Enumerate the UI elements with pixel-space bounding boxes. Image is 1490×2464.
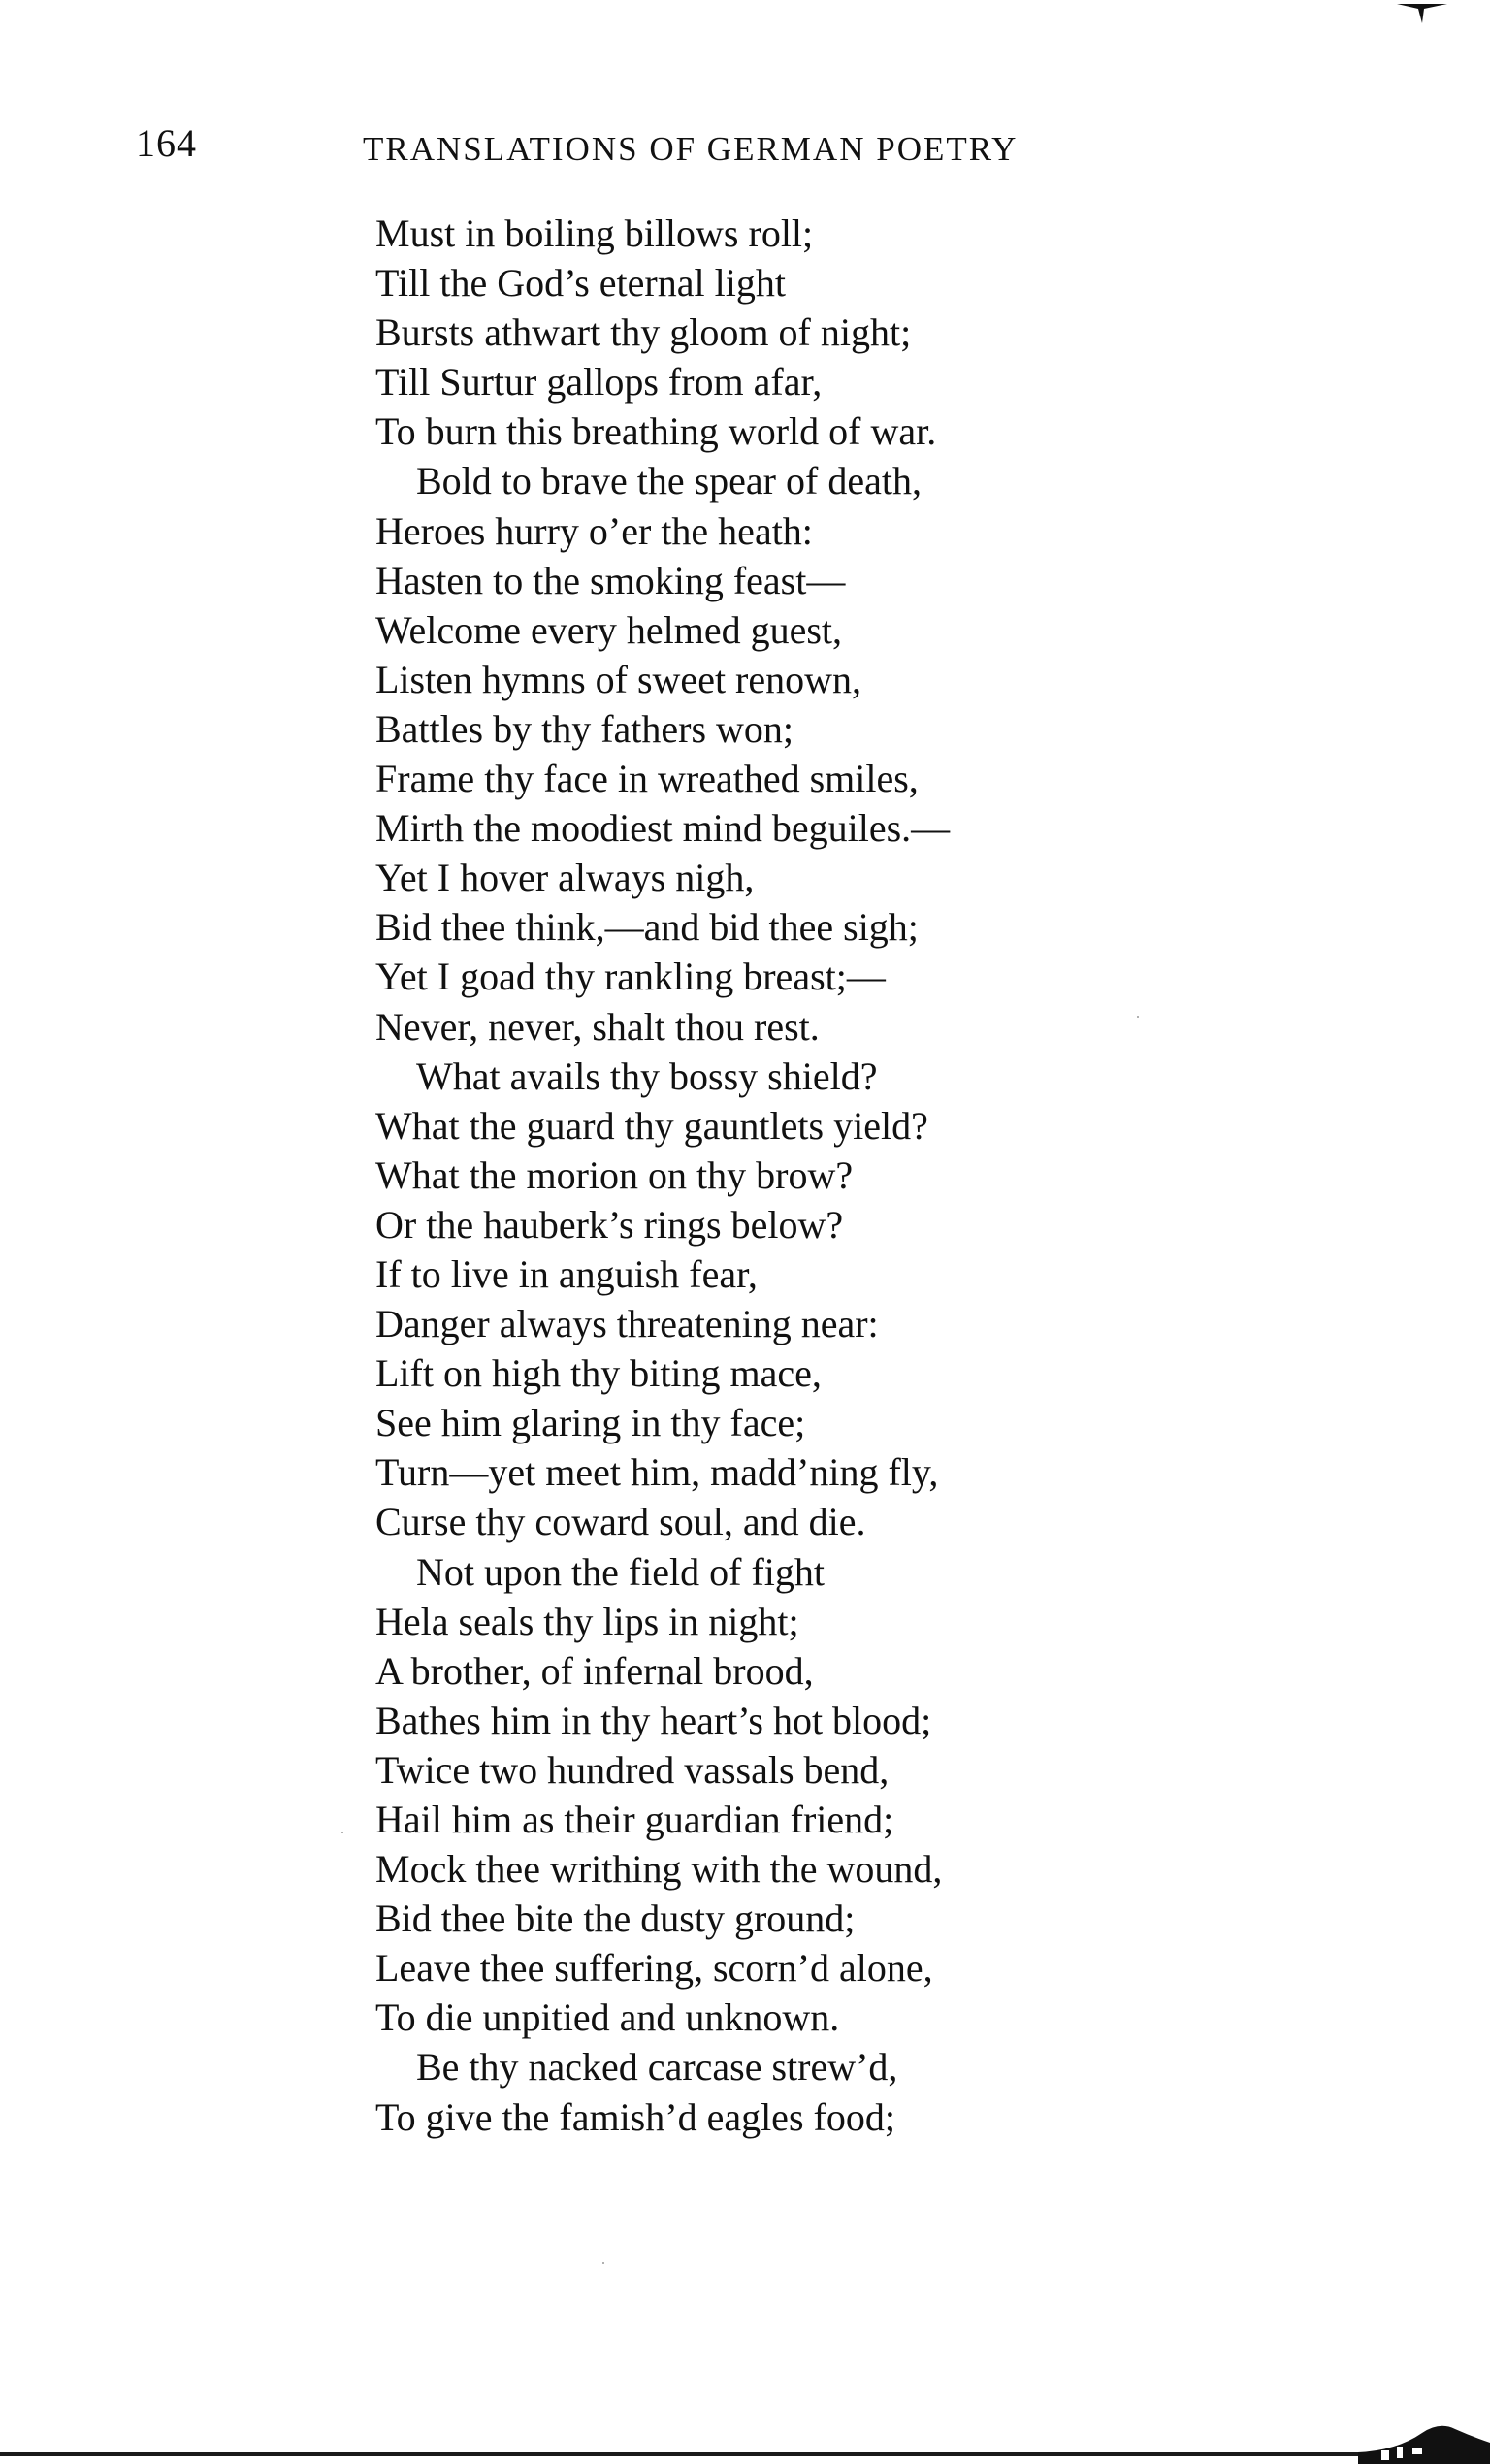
paper-speck (1137, 1016, 1139, 1018)
poem-line: Till Surtur gallops from afar, (375, 360, 823, 405)
poem-line: What the guard thy gauntlets yield? (375, 1103, 928, 1148)
poem-line: Bathes him in thy heart’s hot blood; (375, 1698, 932, 1742)
poem-line: Curse thy coward soul, and die. (375, 1500, 866, 1544)
poem-line: Bursts athwart thy gloom of night; (375, 310, 912, 355)
poem-line: Bid thee bite the dusty ground; (375, 1897, 856, 1941)
poem-line: Battles by thy fathers won; (375, 706, 794, 751)
poem-line: Yet I hover always nigh, (375, 856, 755, 900)
poem-line: To burn this breathing world of war. (375, 409, 937, 454)
poem-line-stanza-start: Bold to brave the spear of death, (416, 459, 922, 503)
poem-line: Hail him as their guardian friend; (375, 1798, 894, 1841)
poem-line: Till the God’s eternal light (375, 261, 786, 306)
poem-line: Must in boiling billows roll; (375, 211, 814, 255)
poem-line: Never, never, shalt thou rest. (375, 1004, 820, 1049)
poem-line: Mirth the moodiest mind beguiles.— (375, 806, 951, 851)
corner-arrow-mark (1395, 0, 1449, 25)
poem-line: Welcome every helmed guest, (375, 607, 843, 652)
poem-line: Danger always threatening near: (375, 1302, 879, 1346)
poem-line: Or the hauberk’s rings below? (375, 1202, 844, 1247)
poem-line: To die unpitied and unknown. (375, 1995, 840, 2040)
page-edge-curl (1358, 2402, 1490, 2464)
poem-line: Yet I goad thy rankling breast;— (375, 955, 886, 999)
poem-line: Heroes hurry o’er the heath: (375, 508, 813, 553)
poem-line-stanza-start: What avails thy bossy shield? (416, 1054, 878, 1098)
poem (375, 209, 1113, 2142)
page-number: 164 (136, 121, 197, 165)
poem-line: Hasten to the smoking feast— (375, 558, 846, 602)
poem-line: Mock thee writhing with the wound, (375, 1847, 943, 1892)
poem-line: See him glaring in thy face; (375, 1401, 806, 1445)
poem-line: If to live in anguish fear, (375, 1251, 758, 1296)
poem-line: What the morion on thy brow? (375, 1152, 854, 1197)
running-title: TRANSLATIONS OF GERMAN POETRY (363, 130, 1019, 168)
poem-line-stanza-start: Not upon the field of fight (416, 1549, 826, 1594)
poem-line: To give the famish’d eagles food; (375, 2094, 895, 2139)
paper-speck (341, 1832, 343, 1833)
poem-line: Twice two hundred vassals bend, (375, 1747, 890, 1792)
poem-line: A brother, of infernal brood, (375, 1648, 814, 1693)
bottom-page-edge-rule (0, 2452, 1490, 2456)
poem-line: Turn—yet meet him, madd’ning fly, (375, 1450, 939, 1495)
poem-line: Leave thee suffering, scorn’d alone, (375, 1946, 933, 1991)
poem-line-stanza-start: Be thy nacked carcase strew’d, (416, 2045, 898, 2090)
poem-line: Lift on high thy biting mace, (375, 1351, 822, 1396)
poem-line: Listen hymns of sweet renown, (375, 657, 862, 701)
paper-speck (602, 2262, 604, 2264)
poem-line: Frame thy face in wreathed smiles, (375, 757, 919, 801)
poem-line: Bid thee think,—and bid thee sigh; (375, 905, 919, 950)
poem-line: Hela seals thy lips in night; (375, 1599, 799, 1643)
